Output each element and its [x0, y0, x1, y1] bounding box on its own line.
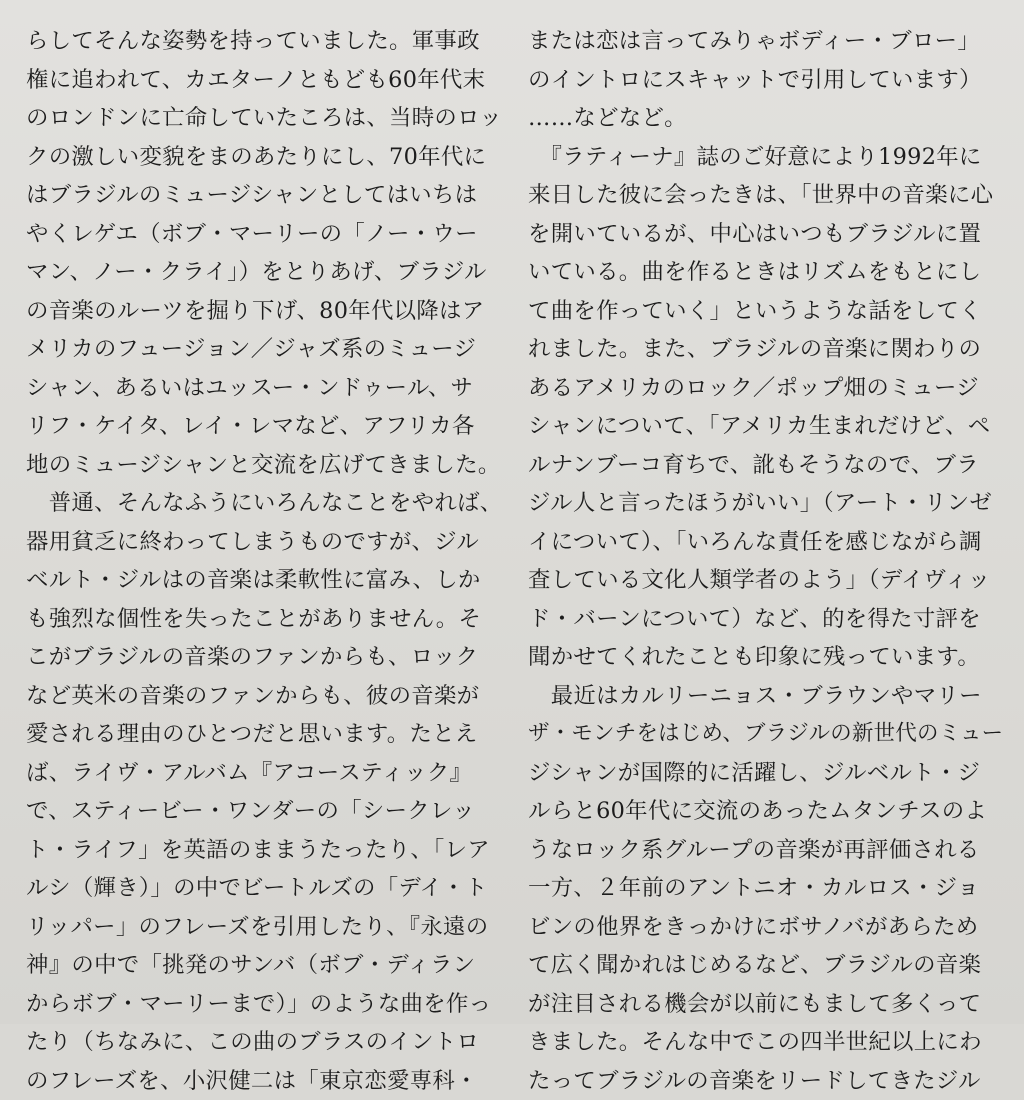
text-line: ルシ（輝き）」の中でビートルズの「デイ・ト — [26, 869, 504, 908]
text-line: など英米の音楽のファンからも、彼の音楽が — [26, 677, 504, 716]
text-line: こがブラジルの音楽のファンからも、ロック — [26, 638, 504, 677]
text-line: 権に追われて、カエターノともども60年代末 — [26, 61, 504, 100]
text-line: 普通、そんなふうにいろんなことをやれば、 — [26, 484, 504, 523]
text-line: れました。また、ブラジルの音楽に関わりの — [528, 330, 1006, 369]
text-line: 器用貧乏に終わってしまうものですが、ジル — [26, 523, 504, 562]
text-line: シャン、あるいはユッスー・ンドゥール、サ — [26, 369, 504, 408]
text-line: ベルト・ジルはの音楽は柔軟性に富み、しか — [26, 561, 504, 600]
text-line: 一方、２年前のアントニオ・カルロス・ジョ — [528, 869, 1006, 908]
text-line: て広く聞かれはじめるなど、ブラジルの音楽 — [528, 946, 1006, 985]
text-line: のフレーズを、小沢健二は「東京恋愛専科・ — [26, 1062, 504, 1100]
text-line: 査している文化人類学者のよう」（デイヴィッ — [528, 561, 1006, 600]
text-line: を開いているが、中心はいつもブラジルに置 — [528, 215, 1006, 254]
text-line: ルナンブーコ育ちで、訛もそうなので、ブラ — [528, 446, 1006, 485]
text-line: はブラジルのミュージシャンとしてはいちは — [26, 176, 504, 215]
right-text-column — [528, 22, 1006, 1100]
text-line: ジシャンが国際的に活躍し、ジルベルト・ジ — [528, 754, 1006, 793]
text-line: ルらと60年代に交流のあったムタンチスのよ — [528, 792, 1006, 831]
text-line: が注目される機会が以前にもまして多くって — [528, 985, 1006, 1024]
text-line: も強烈な個性を失ったことがありません。そ — [26, 600, 504, 639]
text-line: 愛される理由のひとつだと思います。たとえ — [26, 715, 504, 754]
text-line: 最近はカルリーニョス・ブラウンやマリー — [528, 677, 1006, 716]
text-line: 神』の中で「挑発のサンバ（ボブ・ディラン — [26, 946, 504, 985]
text-line: ザ・モンチをはじめ、ブラジルの新世代のミュー — [528, 715, 1006, 754]
text-line: たってブラジルの音楽をリードしてきたジル — [528, 1062, 1006, 1100]
text-line: 来日した彼に会ったきは、「世界中の音楽に心 — [528, 176, 1006, 215]
text-line: たり（ちなみに、この曲のブラスのイントロ — [26, 1023, 504, 1062]
text-line: リッパー」のフレーズを引用したり、『永遠の — [26, 908, 504, 947]
text-line: イについて）、「いろんな責任を感じながら調 — [528, 523, 1006, 562]
left-text-column — [26, 22, 504, 1100]
text-line: ト・ライフ」を英語のままうたったり、「レア — [26, 831, 504, 870]
text-line: らしてそんな姿勢を持っていました。軍事政 — [26, 22, 504, 61]
text-line: ば、ライヴ・アルバム『アコースティック』 — [26, 754, 504, 793]
text-line: メリカのフュージョン／ジャズ系のミュージ — [26, 330, 504, 369]
text-line: ジル人と言ったほうがいい」（アート・リンゼ — [528, 484, 1006, 523]
text-line: ……などなど。 — [528, 99, 1006, 138]
text-line: 地のミュージシャンと交流を広げてきました。 — [26, 446, 504, 485]
text-line: シャンについて、「アメリカ生まれだけど、ペ — [528, 407, 1006, 446]
text-line: の音楽のルーツを掘り下げ、80年代以降はア — [26, 292, 504, 331]
text-line: きました。そんな中でこの四半世紀以上にわ — [528, 1023, 1006, 1062]
text-line: または恋は言ってみりゃボディー・ブロー」 — [528, 22, 1006, 61]
text-line: 『ラティーナ』誌のご好意により1992年に — [528, 138, 1006, 177]
column-gutter — [511, 0, 512, 1024]
text-line: うなロック系グループの音楽が再評価される — [528, 831, 1006, 870]
text-line: のイントロにスキャットで引用しています） — [528, 61, 1006, 100]
text-line: リフ・ケイタ、レイ・レマなど、アフリカ各 — [26, 407, 504, 446]
text-line: クの激しい変貌をまのあたりにし、70年代に — [26, 138, 504, 177]
text-line: いている。曲を作るときはリズムをもとにし — [528, 253, 1006, 292]
text-line: あるアメリカのロック／ポップ畑のミュージ — [528, 369, 1006, 408]
text-line: からボブ・マーリーまで）」のような曲を作っ — [26, 985, 504, 1024]
text-line: のロンドンに亡命していたころは、当時のロッ — [26, 99, 504, 138]
text-line: て曲を作っていく」というような話をしてく — [528, 292, 1006, 331]
text-line: ド・バーンについて）など、的を得た寸評を — [528, 600, 1006, 639]
text-line: で、スティービー・ワンダーの「シークレッ — [26, 792, 504, 831]
text-line: ビンの他界をきっかけにボサノバがあらため — [528, 908, 1006, 947]
text-line: マン、ノー・クライ」）をとりあげ、ブラジル — [26, 253, 504, 292]
text-line: やくレゲエ（ボブ・マーリーの「ノー・ウー — [26, 215, 504, 254]
text-line: 聞かせてくれたことも印象に残っています。 — [528, 638, 1006, 677]
